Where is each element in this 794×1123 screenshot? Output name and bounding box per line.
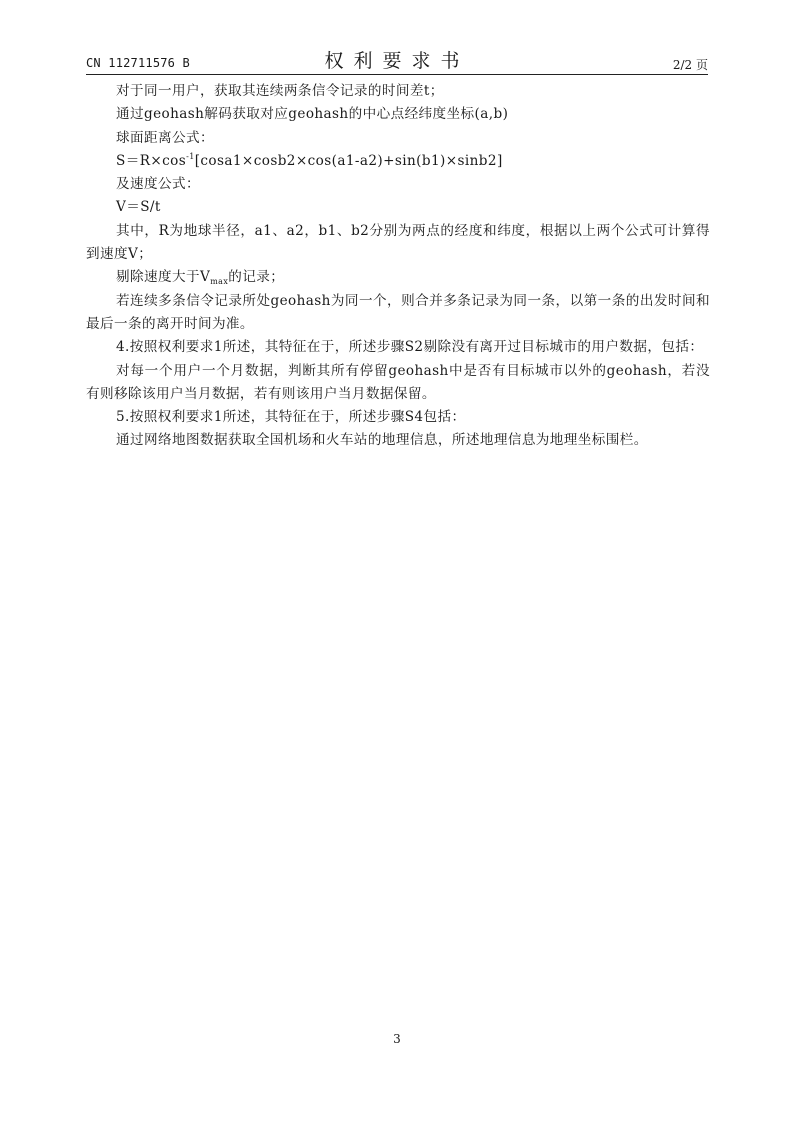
subscript: max [210, 277, 229, 287]
paragraph: 通过网络地图数据获取全国机场和火车站的地理信息，所述地理信息为地理坐标围栏。 [116, 432, 648, 449]
formula-rest: [cosa1×cosb2×cos(a1-a2)+sin(b1)×sinb2] [194, 152, 503, 169]
distance-formula [86, 150, 710, 173]
claims-body [86, 80, 710, 453]
paragraph: 对每一个用户一个月数据，判断其所有停留geohash中是否有目标城市以外的geohash，若没有则移除该用户当月数据，若有则该用户当月数据保留。 [86, 362, 710, 402]
text-fragment: 的记录； [228, 269, 285, 286]
page-header [86, 44, 708, 74]
page-number: 3 [393, 1032, 401, 1046]
text-fragment: 剔除速度大于V [116, 269, 211, 286]
paragraph: 及速度公式： [116, 176, 200, 193]
speed-formula: V＝S/t [116, 199, 161, 216]
paragraph: 若连续多条信令记录所处geohash为同一个，则合并多条记录为同一条，以第一条的出发时间和最后一条的离开时间为准。 [86, 292, 710, 332]
claim-4: 4.按照权利要求1所述，其特征在于，所述步骤S2剔除没有离开过目标城市的用户数据，包括： [116, 339, 704, 356]
page-count: 2/2 页 [672, 58, 708, 72]
patent-number: CN 112711576 B [86, 56, 190, 70]
formula-superscript: -1 [186, 151, 195, 161]
paragraph [86, 266, 710, 289]
paragraph: 对于同一用户，获取其连续两条信令记录的时间差t； [116, 83, 444, 99]
paragraph: 其中，R为地球半径，a1、a2，b1、b2分别为两点的经度和纬度，根据以上两个公式可计算得到速度V； [86, 222, 710, 263]
formula-main: S＝R×cos [116, 152, 187, 169]
paragraph: 通过geohash解码获取对应geohash的中心点经纬度坐标(a,b) [116, 106, 509, 123]
paragraph: 球面距离公式： [116, 129, 214, 146]
header-divider [86, 74, 708, 75]
claim-5: 5.按照权利要求1所述，其特征在于，所述步骤S4包括： [116, 409, 466, 426]
document-title: 权利要求书 [324, 50, 470, 72]
